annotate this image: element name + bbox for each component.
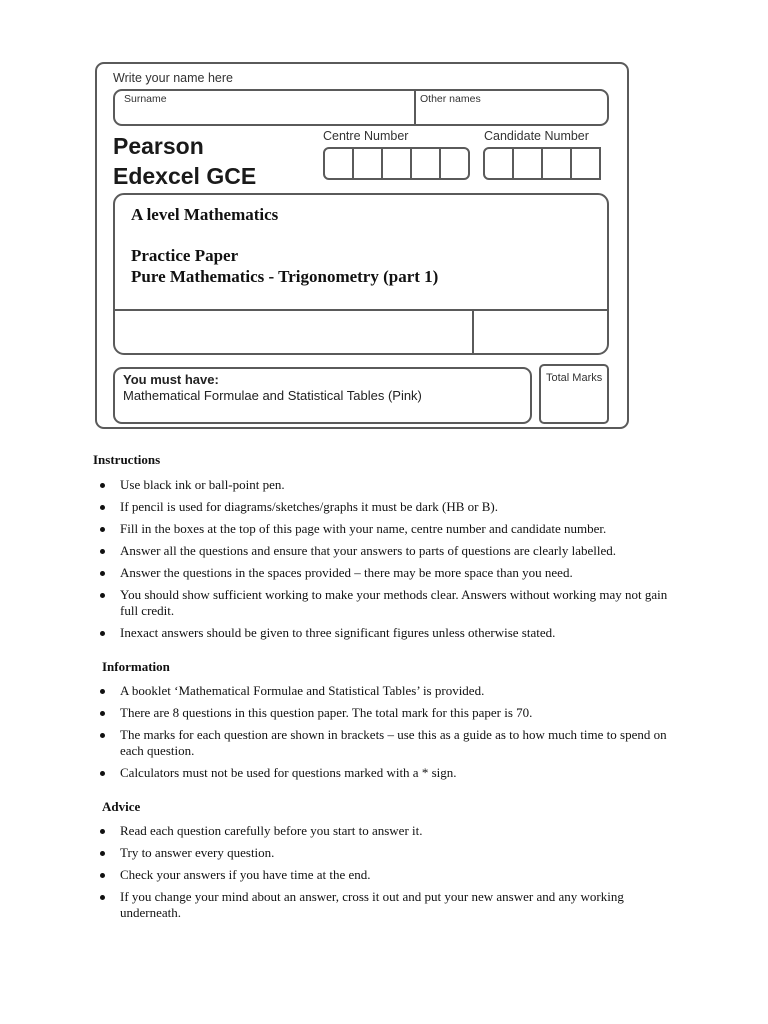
name-field-box[interactable]: [113, 89, 609, 126]
list-item: If pencil is used for diagrams/sketches/graphs it must be dark (HB or B).: [94, 499, 674, 515]
instructions-list: [94, 477, 674, 647]
centre-digit-box[interactable]: [410, 147, 441, 180]
list-item: You should show sufficient working to make your methods clear. Answers without working may not gain full credit.: [94, 587, 674, 619]
publisher-name: Pearson: [113, 133, 204, 159]
centre-digit-box[interactable]: [323, 147, 354, 180]
centre-digit-box[interactable]: [381, 147, 412, 180]
total-marks-box[interactable]: [539, 364, 609, 424]
advice-list: [94, 823, 674, 927]
centre-number-boxes[interactable]: [323, 147, 468, 180]
name-divider: [414, 91, 416, 124]
candidate-digit-box[interactable]: [570, 147, 601, 180]
other-names-label: Other names: [420, 93, 481, 105]
write-name-label: Write your name here: [113, 71, 233, 85]
list-item: If you change your mind about an answer, cross it out and put your new answer and any working underneath.: [94, 889, 674, 921]
paper-title-box: [113, 193, 609, 355]
must-have-heading: You must have:: [123, 372, 219, 387]
list-item: A booklet ‘Mathematical Formulae and Statistical Tables’ is provided.: [94, 683, 674, 699]
list-item: Calculators must not be used for questions marked with a * sign.: [94, 765, 674, 781]
paper-title: Pure Mathematics - Trigonometry (part 1): [131, 267, 439, 286]
list-item: Answer all the questions and ensure that your answers to parts of questions are clearly labelled.: [94, 543, 674, 559]
centre-digit-box[interactable]: [352, 147, 383, 180]
qualification-title: A level Mathematics: [131, 205, 279, 224]
candidate-digit-box[interactable]: [483, 147, 514, 180]
list-item: The marks for each question are shown in brackets – use this as a guide as to how much time to spend on each question.: [94, 727, 674, 759]
list-item: There are 8 questions in this question paper. The total mark for this paper is 70.: [94, 705, 674, 721]
list-item: Answer the questions in the spaces provided – there may be more space than you need.: [94, 565, 674, 581]
total-marks-label: Total Marks: [546, 372, 603, 384]
must-have-text: Mathematical Formulae and Statistical Tables (Pink): [123, 388, 422, 403]
list-item: Use black ink or ball-point pen.: [94, 477, 674, 493]
surname-label: Surname: [124, 93, 167, 105]
candidate-number-label: Candidate Number: [484, 129, 589, 143]
instructions-heading: Instructions: [93, 452, 161, 467]
centre-number-label: Centre Number: [323, 129, 409, 143]
qualification-brand: Edexcel GCE: [113, 163, 257, 189]
list-item: Check your answers if you have time at the end.: [94, 867, 674, 883]
list-item: Inexact answers should be given to three significant figures unless otherwise stated.: [94, 625, 674, 641]
list-item: Try to answer every question.: [94, 845, 674, 861]
advice-heading: Advice: [102, 799, 141, 814]
list-item: Read each question carefully before you start to answer it.: [94, 823, 674, 839]
candidate-number-boxes[interactable]: [483, 147, 599, 180]
list-item: Fill in the boxes at the top of this page with your name, centre number and candidate number.: [94, 521, 674, 537]
information-heading: Information: [102, 659, 170, 674]
candidate-digit-box[interactable]: [541, 147, 572, 180]
title-divider: [115, 309, 607, 311]
must-have-box: [113, 367, 532, 424]
candidate-digit-box[interactable]: [512, 147, 543, 180]
paper-type: Practice Paper: [131, 246, 239, 265]
centre-digit-box[interactable]: [439, 147, 470, 180]
title-vertical-divider: [472, 309, 474, 353]
information-list: [94, 683, 674, 787]
